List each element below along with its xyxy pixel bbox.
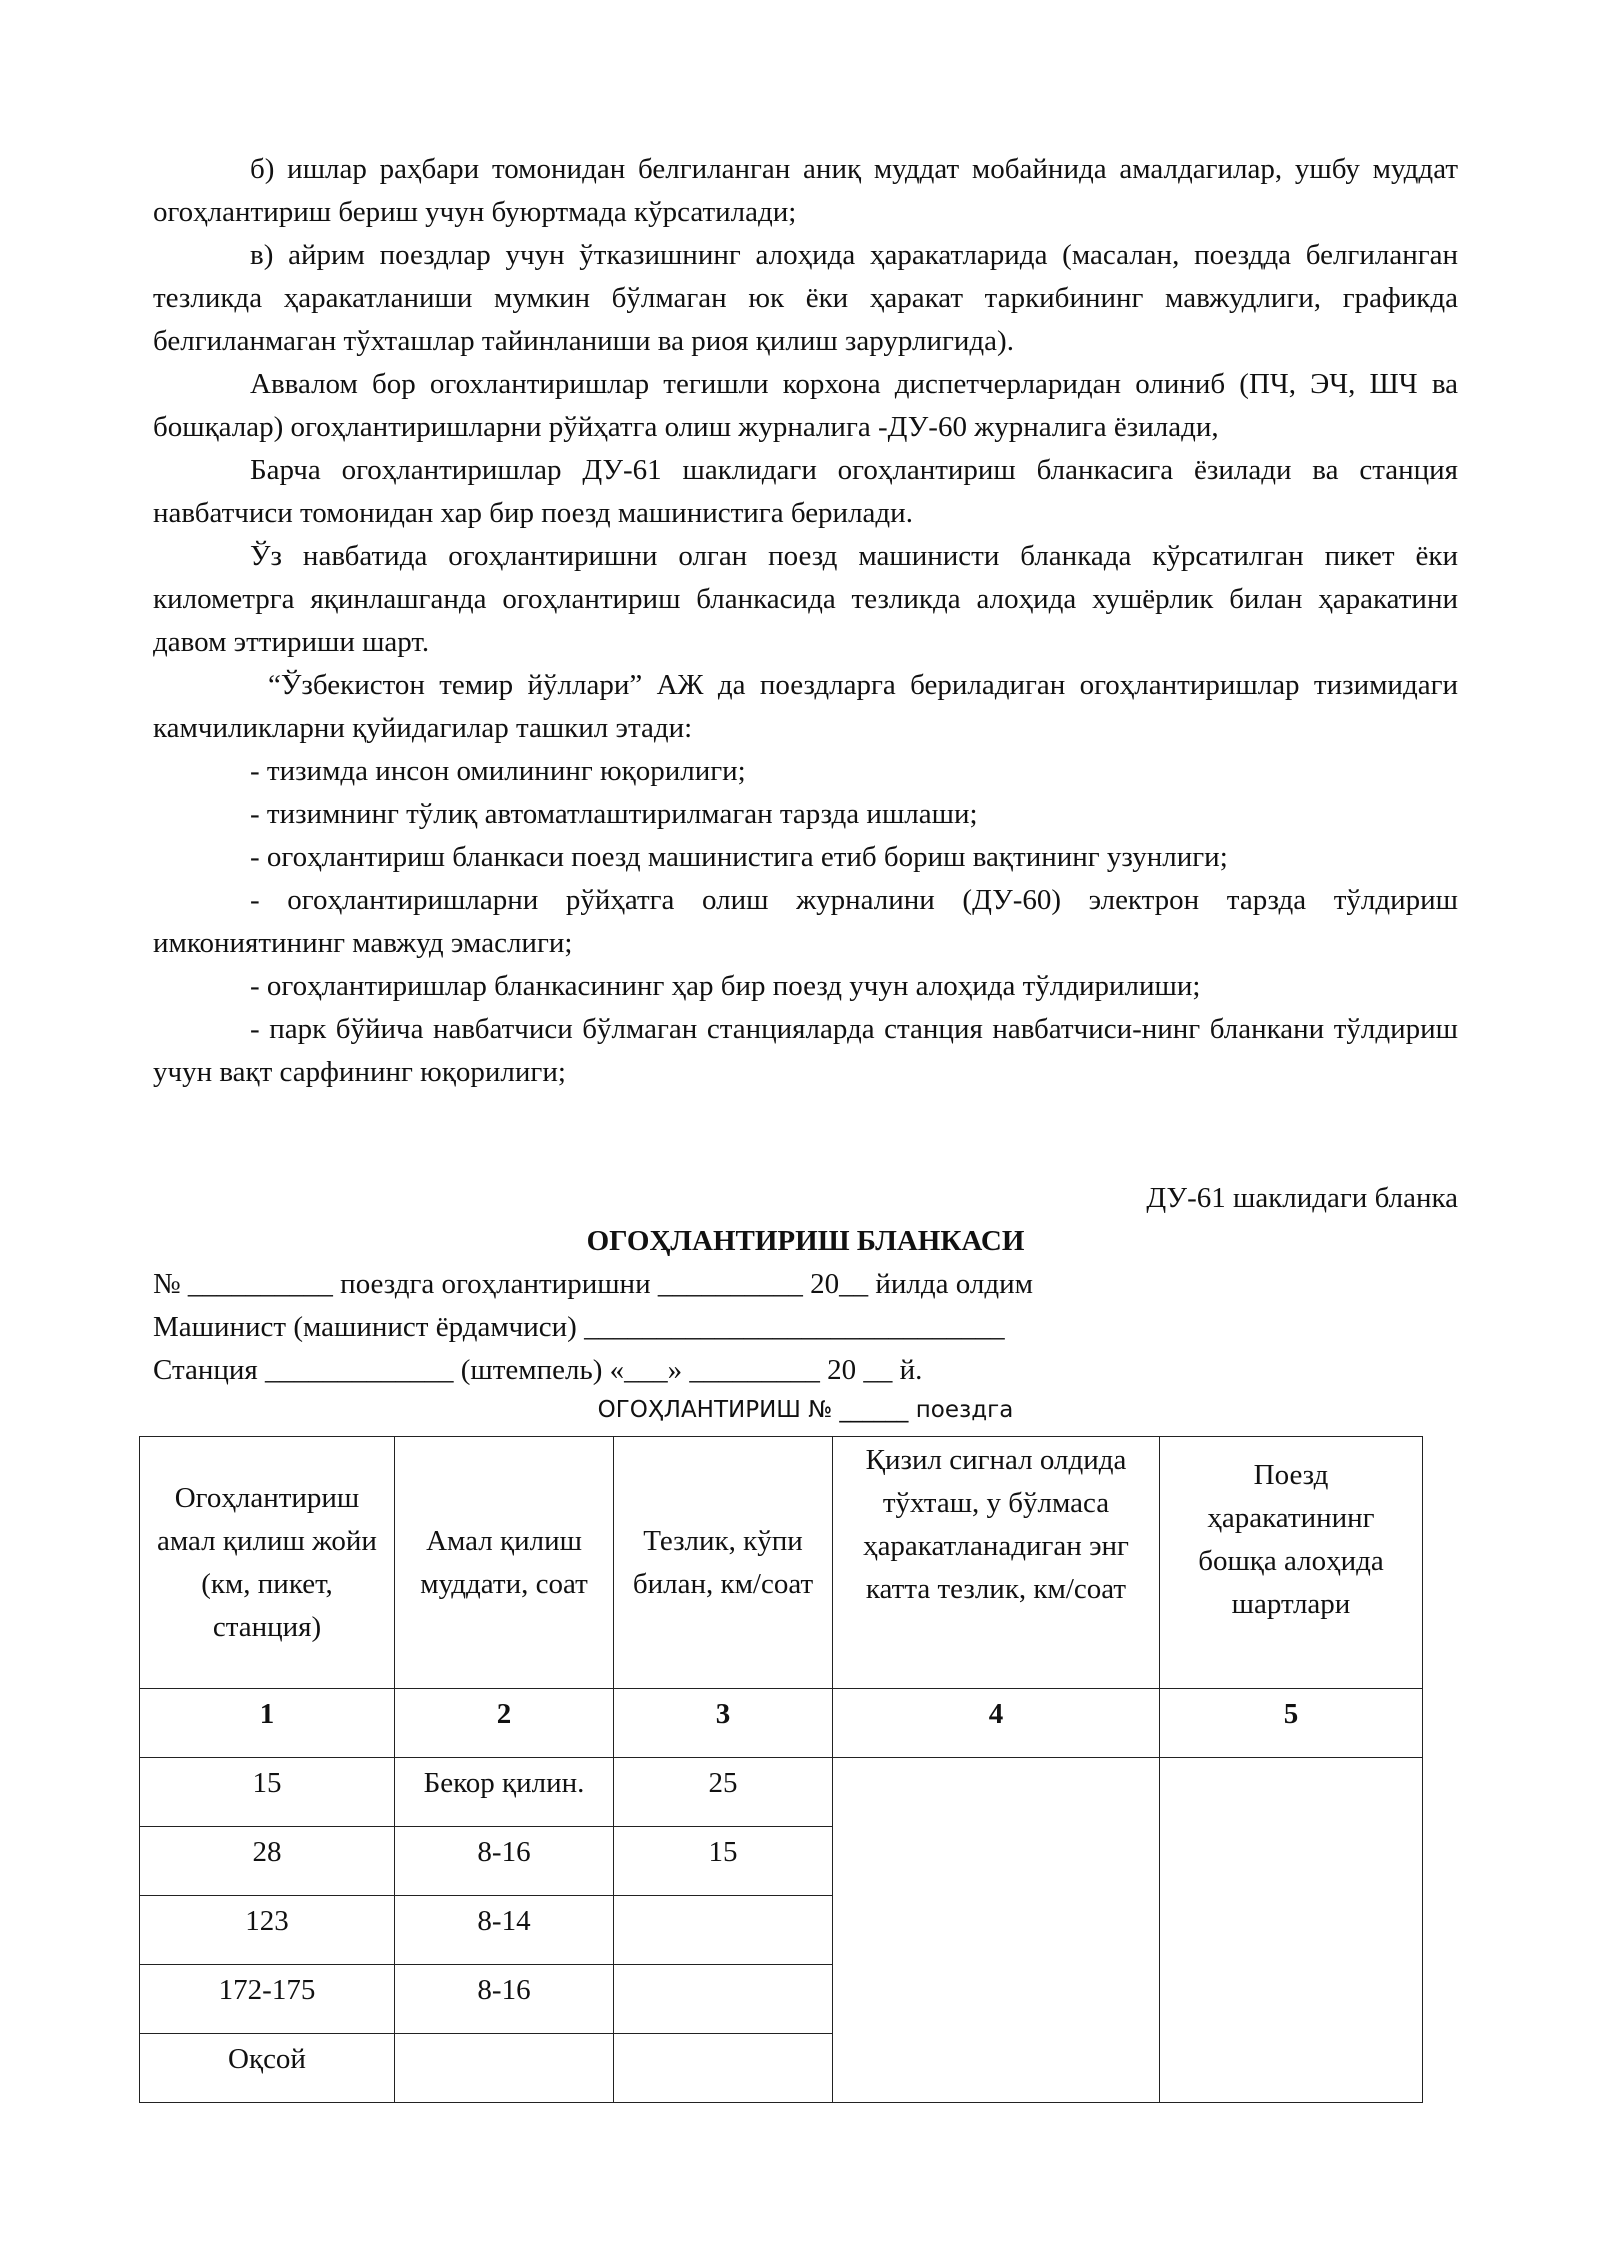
paragraph-shortcomings-intro: “Ўзбекистон темир йўллари” АЖ да поездларга бериладиган огоҳлантиришлар тизимидаги камчиликларни қуйидагилар ташкил этади: bbox=[153, 669, 1458, 744]
table-cell: 123 bbox=[140, 1896, 395, 1965]
list-item: - огоҳлантиришларни рўйҳатга олиш журналини (ДУ-60) электрон тарзда тўлдириш имкониятининг мавжуд эмаслиги; bbox=[153, 884, 1458, 959]
list-item: - огоҳлантириш бланкаси поезд машинистига етиб бориш вақтининг узунлиги; bbox=[250, 841, 1228, 873]
column-number: 2 bbox=[395, 1689, 614, 1758]
column-number: 1 bbox=[140, 1689, 395, 1758]
column-header: Тезлик, кўпи билан, км/соат bbox=[614, 1437, 833, 1689]
list-item: - тизимнинг тўлиқ автоматлаштирилмаган тарзда ишлаши; bbox=[250, 798, 978, 830]
table-cell: 8-16 bbox=[395, 1827, 614, 1896]
form-line-station: Станция _____________ (штемпель) «___» _________ 20 __ й. bbox=[153, 1354, 923, 1386]
table-cell: 15 bbox=[614, 1827, 833, 1896]
table-cell bbox=[395, 2034, 614, 2103]
paragraph-du61: Барча огоҳлантиришлар ДУ-61 шаклидаги огоҳлантириш бланкасига ёзилади ва станция навбатчиси томонидан хар бир поезд машинистига берилади. bbox=[153, 454, 1458, 529]
table-cell: 172-175 bbox=[140, 1965, 395, 2034]
table-cell: 28 bbox=[140, 1827, 395, 1896]
table-cell bbox=[614, 1896, 833, 1965]
table-cell: 8-16 bbox=[395, 1965, 614, 2034]
table-cell bbox=[614, 2034, 833, 2103]
table-row bbox=[140, 1758, 1423, 1827]
table-cell: Оқсой bbox=[140, 2034, 395, 2103]
column-header: Огоҳлантириш амал қилиш жойи (км, пикет, станция) bbox=[140, 1437, 395, 1689]
table-caption: ОГОҲЛАНТИРИШ № ______ поездга bbox=[597, 1397, 1014, 1423]
form-reference: ДУ-61 шаклидаги бланка bbox=[1146, 1182, 1458, 1214]
column-number-row bbox=[140, 1689, 1423, 1758]
form-title: ОГОҲЛАНТИРИШ БЛАНКАСИ bbox=[586, 1225, 1025, 1257]
list-item: - тизимда инсон омилининг юқорилиги; bbox=[250, 755, 746, 787]
column-header: Поезд ҳаракатининг бошқа алоҳида шартлари bbox=[1160, 1437, 1423, 1689]
column-header: Қизил сигнал олдида тўхташ, у бўлмаса ҳаракатланадиган энг катта тезлик, км/соат bbox=[833, 1437, 1160, 1689]
table-header-row bbox=[140, 1437, 1423, 1689]
table-cell-merged bbox=[1160, 1758, 1423, 2103]
table-cell: Бекор қилин. bbox=[395, 1758, 614, 1827]
list-item: - огоҳлантиришлар бланкасининг ҳар бир поезд учун алоҳида тўлдирилиши; bbox=[250, 970, 1201, 1002]
table-cell: 25 bbox=[614, 1758, 833, 1827]
table-cell-merged bbox=[833, 1758, 1160, 2103]
paragraph-v: в) айрим поездлар учун ўтказишнинг алоҳида ҳаракатларида (масалан, поездда белгиланган тезликда ҳаракатланиши мумкин бўлмаган юк ёки ҳаракат таркибининг мавжудлиги, графикда белгиланмаган тўхташлар тайинланиши ва риоя қилиш зарурлигида). bbox=[153, 239, 1458, 357]
form-fields bbox=[153, 1263, 1458, 1392]
paragraph-dispatchers: Аввалом бор огохлантиришлар тегишли корхона диспетчерларидан олиниб (ПЧ, ЭЧ, ШЧ ва бошқалар) огоҳлантиришларни рўйҳатга олиш журналига -ДУ-60 журналига ёзилади, bbox=[153, 368, 1458, 443]
body-text bbox=[153, 148, 1458, 1094]
list-item: - парк бўйича навбатчиси бўлмаган станцияларда станция навбатчиси-нинг бланкани тўлдириш учун вақт сарфининг юқорилиги; bbox=[153, 1013, 1458, 1088]
column-number: 5 bbox=[1160, 1689, 1423, 1758]
form-line-driver: Машинист (машинист ёрдамчиси) _____________________________ bbox=[153, 1311, 1005, 1343]
paragraph-b: б) ишлар раҳбари томонидан белгиланган аниқ муддат мобайнида амалдагилар, ушбу муддат огоҳлантириш бериш учун буюртмада кўрсатилади; bbox=[153, 153, 1458, 228]
table-cell bbox=[614, 1965, 833, 2034]
paragraph-driver: Ўз навбатида огоҳлантиришни олган поезд машинисти бланкада кўрсатилган пикет ёки километрга яқинлашганда огоҳлантириш бланкасида тезликда алоҳида хушёрлик билан ҳаракатини давом эттириши шарт. bbox=[153, 540, 1458, 658]
column-header: Амал қилиш муддати, соат bbox=[395, 1437, 614, 1689]
warning-table bbox=[139, 1436, 1423, 2103]
form-line-train-number: № __________ поездга огоҳлантиришни __________ 20__ йилда олдим bbox=[153, 1268, 1033, 1300]
column-number: 3 bbox=[614, 1689, 833, 1758]
table-cell: 8-14 bbox=[395, 1896, 614, 1965]
column-number: 4 bbox=[833, 1689, 1160, 1758]
table-cell: 15 bbox=[140, 1758, 395, 1827]
